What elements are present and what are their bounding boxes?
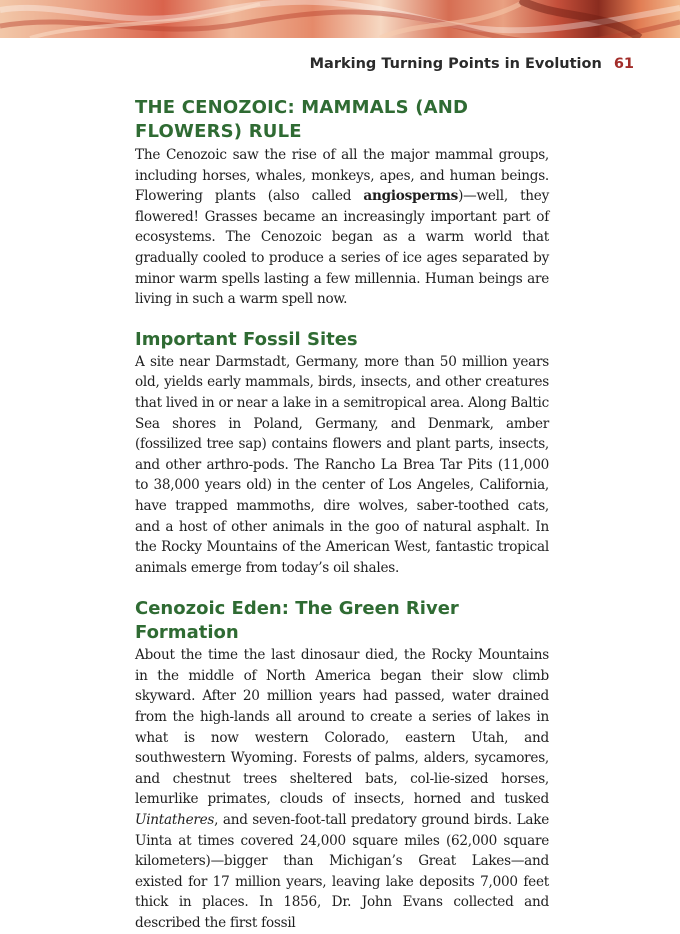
paragraph-text: The Cenozoic saw the rise of all the major mammal groups, including horses, whales, monkeys, apes, and human beings. Flowering plants (also called <box>135 147 549 205</box>
section-heading: Cenozoic Eden: The Green River Formation <box>135 598 459 644</box>
section-paragraph <box>135 645 549 933</box>
page-body <box>135 96 549 934</box>
paragraph-text: About the time the last dinosaur died, the Rocky Mountains in the middle of North America began their slow climb skyward. After 20 million years had passed, water drained from the high-lands all around to create a series of lakes in what is now western Colorado, eastern Utah, and southwestern Wyoming. Forests of palms, alders, sycamores, and chestnut trees sheltered bats, col-lie-sized horses, lemurlike primates, clouds of insects, horned and tusked <box>135 647 549 808</box>
sandstone-texture <box>0 0 680 38</box>
section-important-fossil-sites <box>135 328 549 579</box>
section-cenozoic <box>135 96 549 310</box>
running-header <box>310 56 634 72</box>
section-heading: THE CENOZOIC: MAMMALS (AND FLOWERS) RULE <box>135 97 469 142</box>
section-green-river-formation <box>135 597 549 933</box>
section-heading: Important Fossil Sites <box>135 328 358 350</box>
key-term-angiosperms: angiosperms <box>363 188 459 205</box>
paragraph-text: , and seven-foot-tall predatory ground birds. Lake Uinta at times covered 24,000 square miles (62,000 square kilometers)—bigger than Michigan’s Great Lakes—and existed for 17 million years, leaving lake deposits 7,000 feet thick in places. In 1856, Dr. John Evans collected and described the first fossil <box>135 812 549 931</box>
section-paragraph: A site near Darmstadt, Germany, more than 50 million years old, yields early mammals, birds, insects, and other creatures that lived in or near a lake in a semitropical area. Along Baltic Sea shores in Poland, Germany, and Denmark, amber (fossilized tree sap) contains flowers and plant parts, insects, and other arthro-pods. The Rancho La Brea Tar Pits (11,000 to 38,000 years old) in the center of Los Angeles, California, have trapped mammoths, dire wolves, saber-toothed cats, and a host of other animals in the goo of natural asphalt. In the Rocky Mountains of the American West, fantastic tropical animals emerge from today’s oil shales. <box>135 353 550 576</box>
running-title: Marking Turning Points in Evolution <box>309 56 602 72</box>
header-photo-banner <box>0 0 680 38</box>
page-number: 61 <box>613 56 634 72</box>
italic-term-uintatheres: Uintatheres <box>135 812 215 829</box>
section-paragraph <box>135 145 549 310</box>
paragraph-text: )—well, they flowered! Grasses became an increasingly important part of ecosystems. The Cenozoic began as a warm world that gradually cooled to produce a series of ice ages separated by minor warm spells lasting a few millennia. Human beings are living in such a warm spell now. <box>135 188 550 308</box>
